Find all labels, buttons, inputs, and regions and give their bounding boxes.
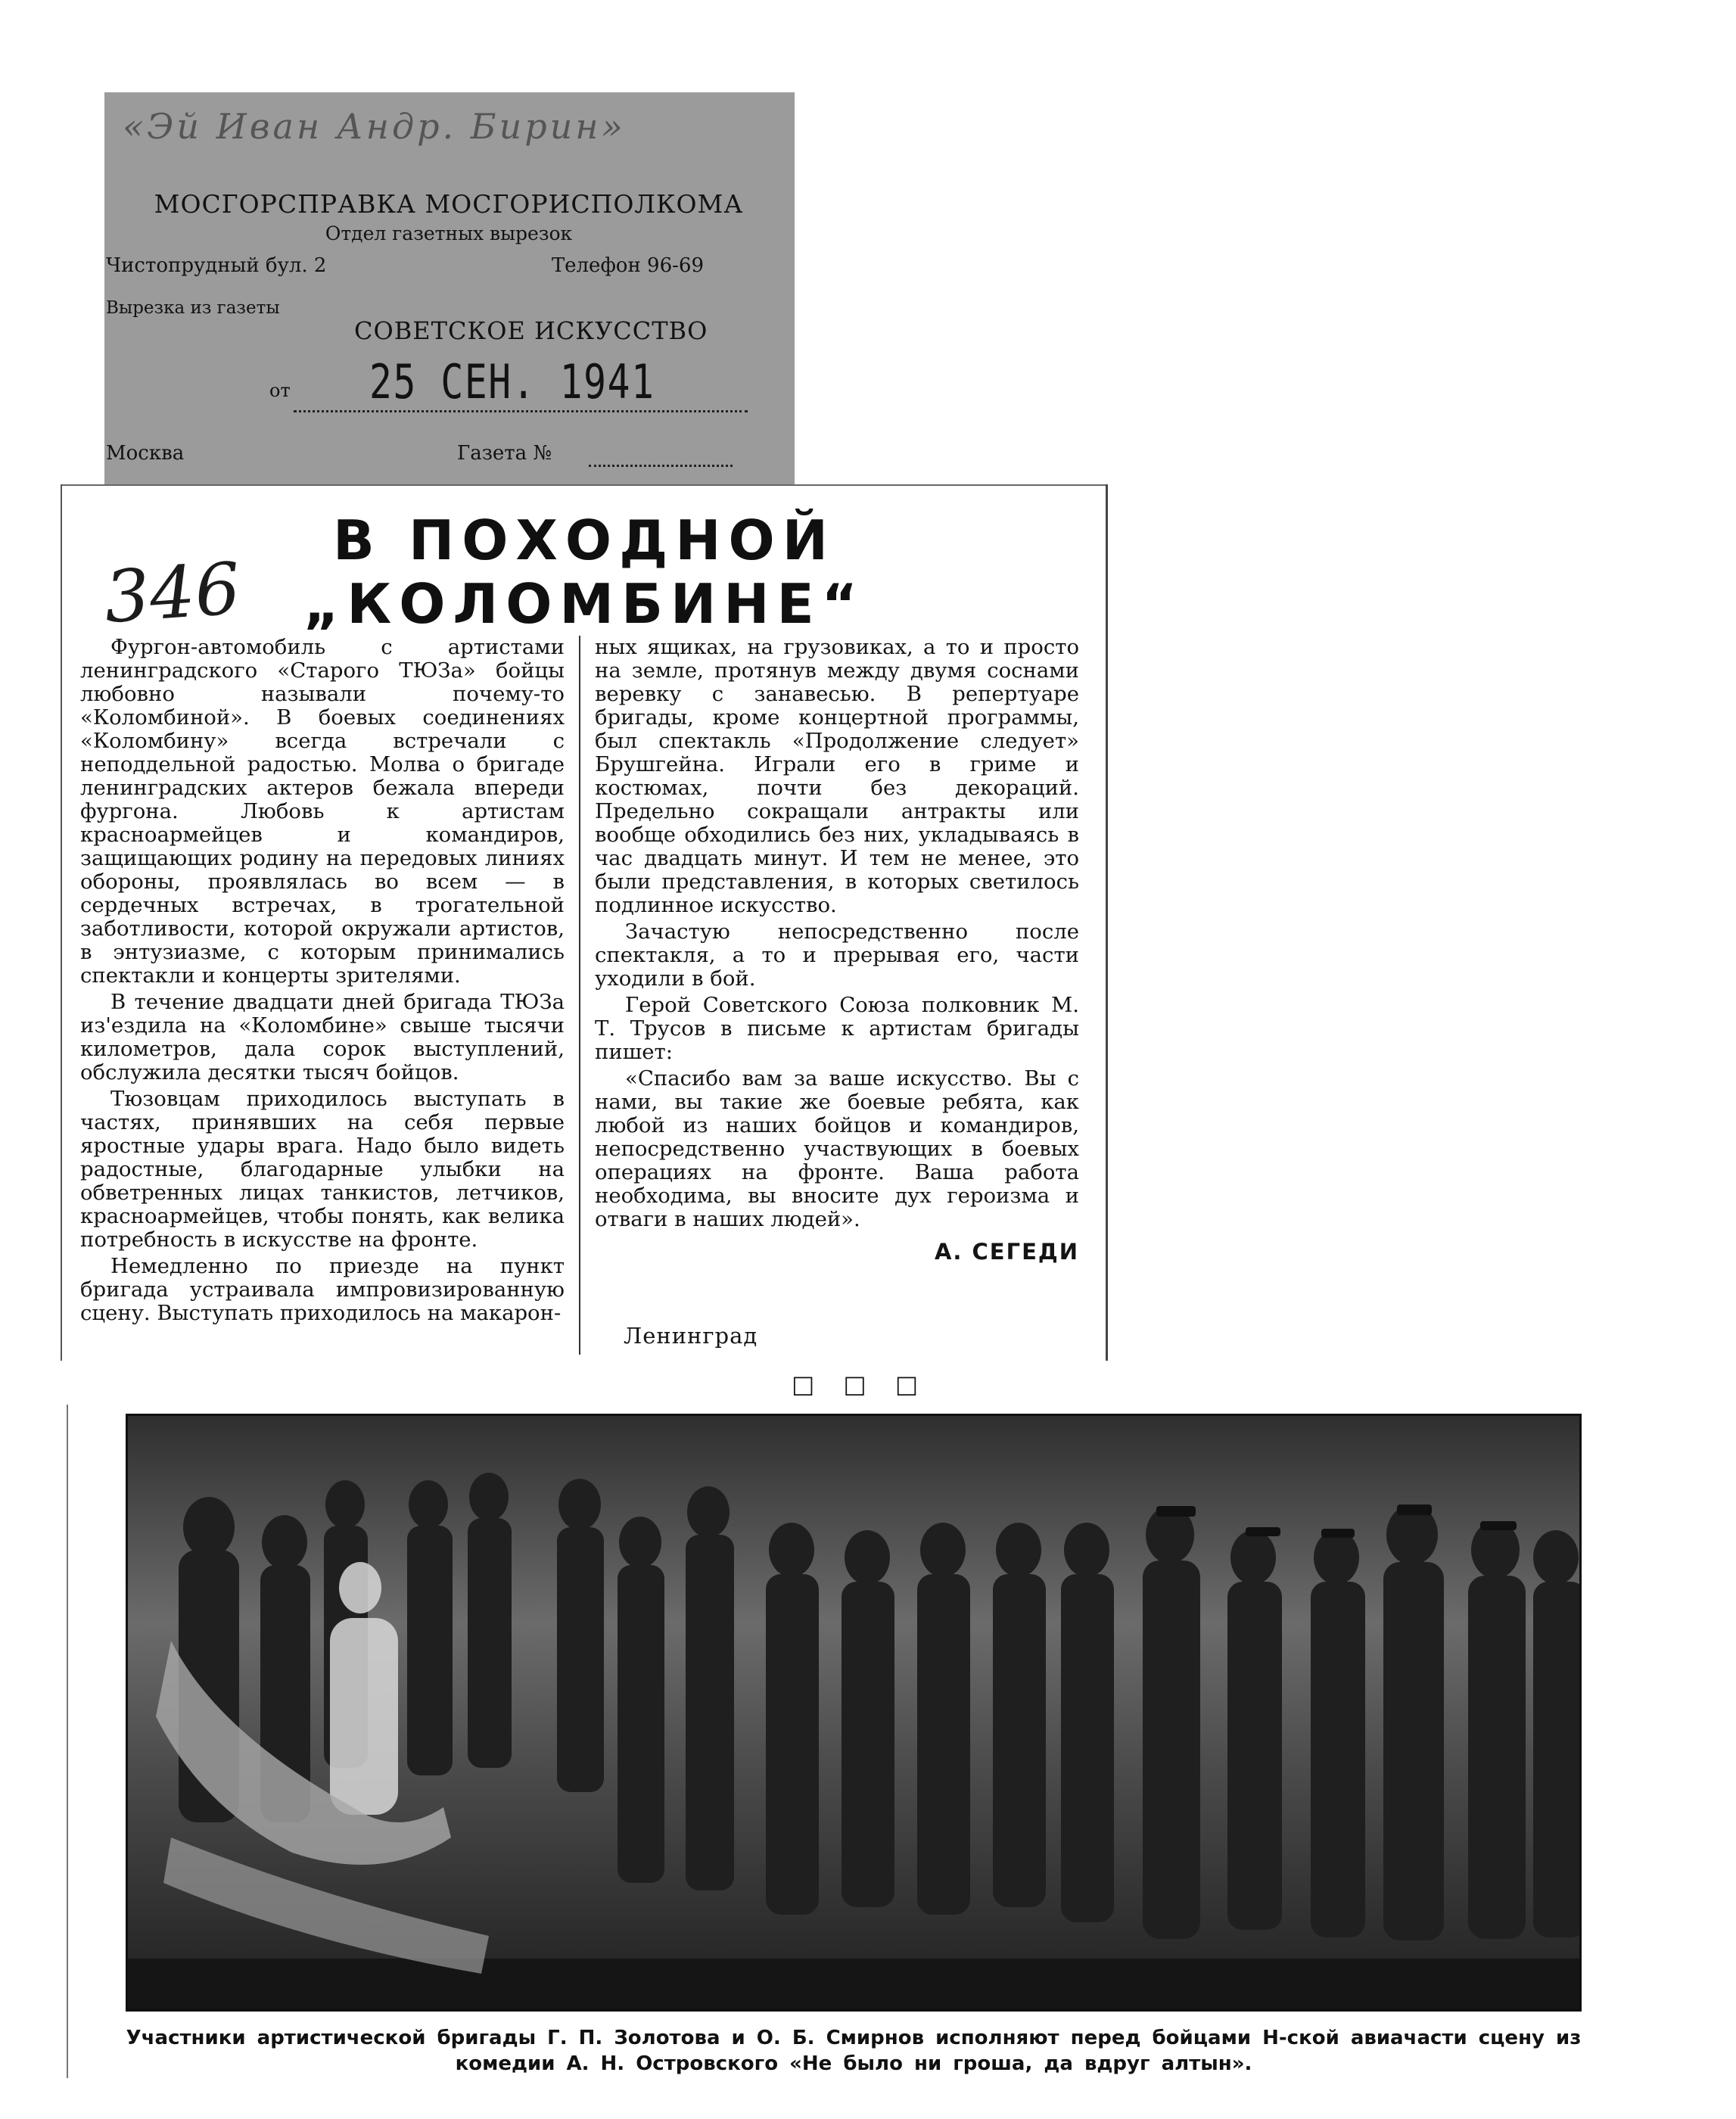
group-photo-illustration (126, 1414, 1582, 2012)
clipping-edge-top (61, 484, 1108, 486)
section-separator: □ □ □ (792, 1370, 929, 1399)
article-title-line2: „КОЛОМБИНЕ“ (303, 572, 865, 636)
stamp-department: Отдел газетных вырезок (325, 222, 573, 244)
stamp-date: 25 СЕН. 1941 (369, 354, 655, 409)
paragraph: Немедленно по приезде на пункт бригада устраивала импровизированную сцену. Выступать приходилось на макарон- (80, 1254, 565, 1325)
stamp-gazeta-number: Газета № (457, 442, 552, 465)
stamp-date-line (294, 410, 748, 412)
paragraph: Фургон-автомобиль с артистами ленинградского «Старого ТЮЗа» бойцы любовно называли почему-то «Коломбиной». В боевых соединениях «Коломбину» всегда встречали с неподдельной радостью. Молва о бригаде ленинградских актеров бежала впереди фургона. Любовь к артистам красноармейцев и командиров, защищающих родину на передовых линиях обороны, проявлялась во всем — в сердечных встречах, в трогательной заботливости, которой окружали артистов, в энтузиазме, с которым принимались спектакли и концерты зрителями. (80, 635, 565, 988)
stamp-city: Москва (106, 442, 185, 465)
stamp-address: Чистопрудный бул. 2 (106, 254, 327, 277)
stamp-number-line (589, 465, 733, 467)
stamp-clipping-from: Вырезка из газеты (106, 298, 280, 318)
paragraph: В течение двадцати дней бригада ТЮЗа из'ездила на «Коломбине» свыше тысячи километров, дала сорок выступлений, обслужила десятки тысяч бойцов. (80, 990, 565, 1084)
handwritten-number: 346 (101, 547, 244, 640)
photo-clipping-edge (67, 1405, 68, 2078)
stamp-handwriting: «Эй Иван Андр. Бирин» (123, 106, 626, 147)
article-column-right (595, 636, 1079, 1264)
article (61, 484, 1108, 1361)
article-title-line1: В ПОХОДНОЙ (333, 509, 835, 572)
stamp-from-label: от (269, 380, 291, 401)
article-place: Ленинград (624, 1323, 758, 1349)
stamp-office: МОСГОРСПРАВКА МОСГОРИСПОЛКОМА (154, 189, 744, 219)
paragraph: Герой Советского Союза полковник М. Т. Трусов в письме к артистам бригады пишет: (595, 993, 1079, 1064)
photo-caption: Участники артистической бригады Г. П. Золотова и О. Б. Смирнов исполняют перед бойцами Н-ской авиачасти сцену из комедии А. Н. Островского «Не было ни гроша, да вдруг алтын». (126, 2027, 1582, 2075)
stamp-newspaper-name: СОВЕТСКОЕ ИСКУССТВО (354, 316, 708, 345)
clipping-stamp (104, 92, 795, 484)
article-author: А. СЕГЕДИ (934, 1239, 1079, 1265)
paragraph: ных ящиках, на грузовиках, а то и просто на земле, протянув между двумя соснами веревку с занавесью. В репертуаре бригады, кроме концертной программы, был спектакль «Продолжение следует» Брушгейна. Играли его в гриме и костюмах, почти без декораций. Предельно сокращали антракты или вообще обходились без них, укладываясь в час двадцать минут. И тем не менее, это были представления, в которых светилось подлинное искусство. (595, 635, 1079, 917)
article-column-left (80, 636, 565, 1328)
paragraph: «Спасибо вам за ваше искусство. Вы с нами, вы такие же боевые ребята, как любой из наших бойцов и командиров, непосредственно участвующих в боевых операциях на фронте. Ваша работа необходима, вы вносите дух героизма и отваги в наших людей». (595, 1066, 1079, 1231)
column-divider (579, 636, 580, 1355)
paragraph: Зачастую непосредственно после спектакля, а то и прерывая его, части уходили в бой. (595, 919, 1079, 991)
paragraph: Тюзовцам приходилось выступать в частях, принявших на себя первые яростные удары врага. Надо было видеть радостные, благодарные улыбки на обветренных лицах танкистов, летчиков, красноармейцев, чтобы понять, как велика потребность в искусстве на фронте. (80, 1087, 565, 1252)
group-photo (126, 1414, 1582, 2012)
stamp-phone: Телефон 96-69 (551, 254, 704, 277)
